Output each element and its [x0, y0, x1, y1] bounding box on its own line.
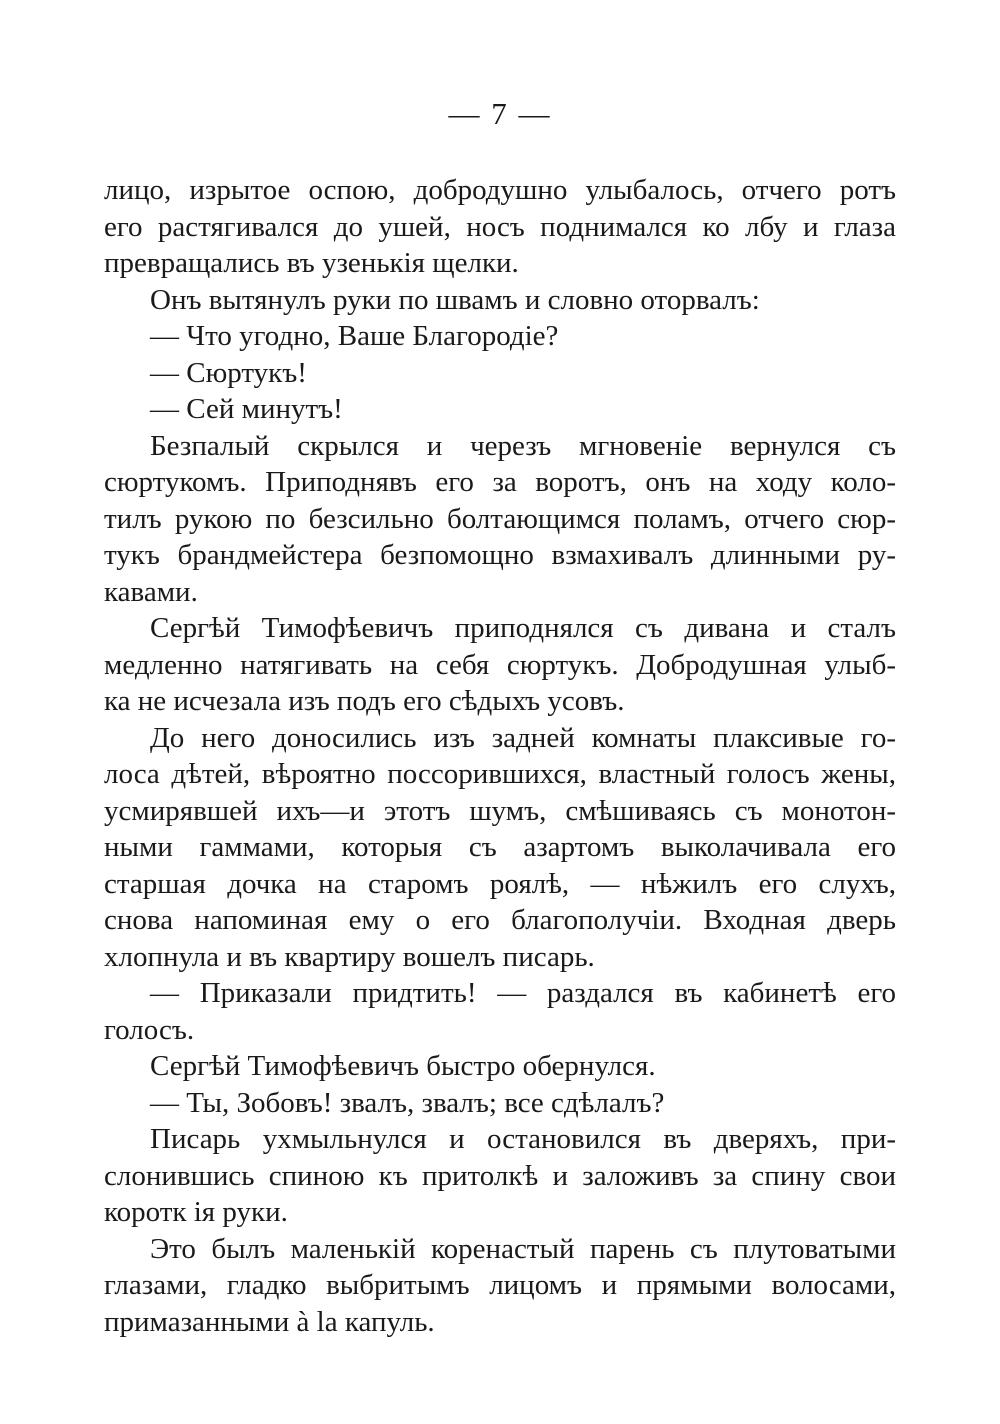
text-line: старшая дочка на старомъ роялѣ, — нѣжилъ его слухъ, — [104, 867, 896, 900]
text-line: — Ты, Зобовъ! звалъ, звалъ; все сдѣлалъ? — [150, 1086, 665, 1119]
text-line: примазанными à la капуль. — [104, 1305, 435, 1338]
text-line: кавами. — [104, 575, 198, 608]
body-text — [104, 172, 896, 1340]
text-line: Сергѣй Тимофѣевичъ быстро обернулся. — [150, 1050, 656, 1082]
text-line: лицо, изрытое оспою, добродушно улыбалось, отчего ротъ — [104, 174, 896, 206]
text-line: лоса дѣтей, вѣроятно поссорившихся, властный голосъ жены, — [104, 758, 896, 790]
text-line: Безпалый скрылся и черезъ мгновеніе вернулся съ — [150, 429, 896, 462]
text-line: — Что угодно, Ваше Благородіе? — [150, 320, 559, 352]
text-line: ка не исчезала изъ подъ его сѣдыхъ усовъ. — [104, 685, 625, 717]
text-line: превращались въ узенькія щелки. — [104, 247, 519, 279]
text-line: Это былъ маленькій коренастый парень съ плутоватыми — [150, 1232, 896, 1265]
text-line: ными гаммами, которыя съ азартомъ выколачивала его — [104, 831, 896, 863]
text-line: тилъ рукою по безсильно болтающимся поламъ, отчего сюр- — [104, 502, 896, 535]
text-line: — Сей минутъ! — [150, 393, 343, 425]
page-number: — 7 — — [448, 96, 552, 131]
text-line: усмирявшей ихъ—и этотъ шумъ, смѣшиваясь съ монотон- — [104, 794, 896, 827]
text-line: сюртукомъ. Приподнявъ его за воротъ, онъ на ходу коло- — [104, 466, 896, 498]
text-line: снова напоминая ему о его благополучіи. Входная дверь — [104, 904, 896, 936]
text-line: голосъ. — [104, 1013, 195, 1046]
text-line: его растягивался до ушей, носъ поднимался ко лбу и глаза — [104, 210, 896, 243]
text-line: медленно натягивать на себя сюртукъ. Добродушная улыб- — [104, 648, 896, 681]
text-line: Онъ вытянулъ руки по швамъ и словно оторвалъ: — [150, 283, 760, 316]
text-line: Сергѣй Тимофѣевичъ приподнялся съ дивана и сталъ — [150, 612, 896, 644]
text-line: слонившись спиною къ притолкѣ и заложивъ за спину свои — [104, 1159, 896, 1192]
text-line: — Сюртукъ! — [150, 356, 307, 389]
text-line: тукъ брандмейстера безпомощно взмахивалъ длинными ру- — [104, 539, 896, 571]
text-line: коротк ія руки. — [104, 1196, 288, 1228]
text-line: Писарь ухмыльнулся и остановился въ дверяхъ, при- — [150, 1123, 896, 1155]
text-line: До него доносились изъ задней комнаты плаксивые го- — [150, 721, 896, 754]
text-line: хлопнула и въ квартиру вошелъ писарь. — [104, 940, 595, 973]
text-line: — Приказали придтить! — раздался въ кабинетѣ его — [150, 977, 896, 1009]
text-line: глазами, гладко выбритымъ лицомъ и прямыми волосами, — [104, 1269, 896, 1301]
